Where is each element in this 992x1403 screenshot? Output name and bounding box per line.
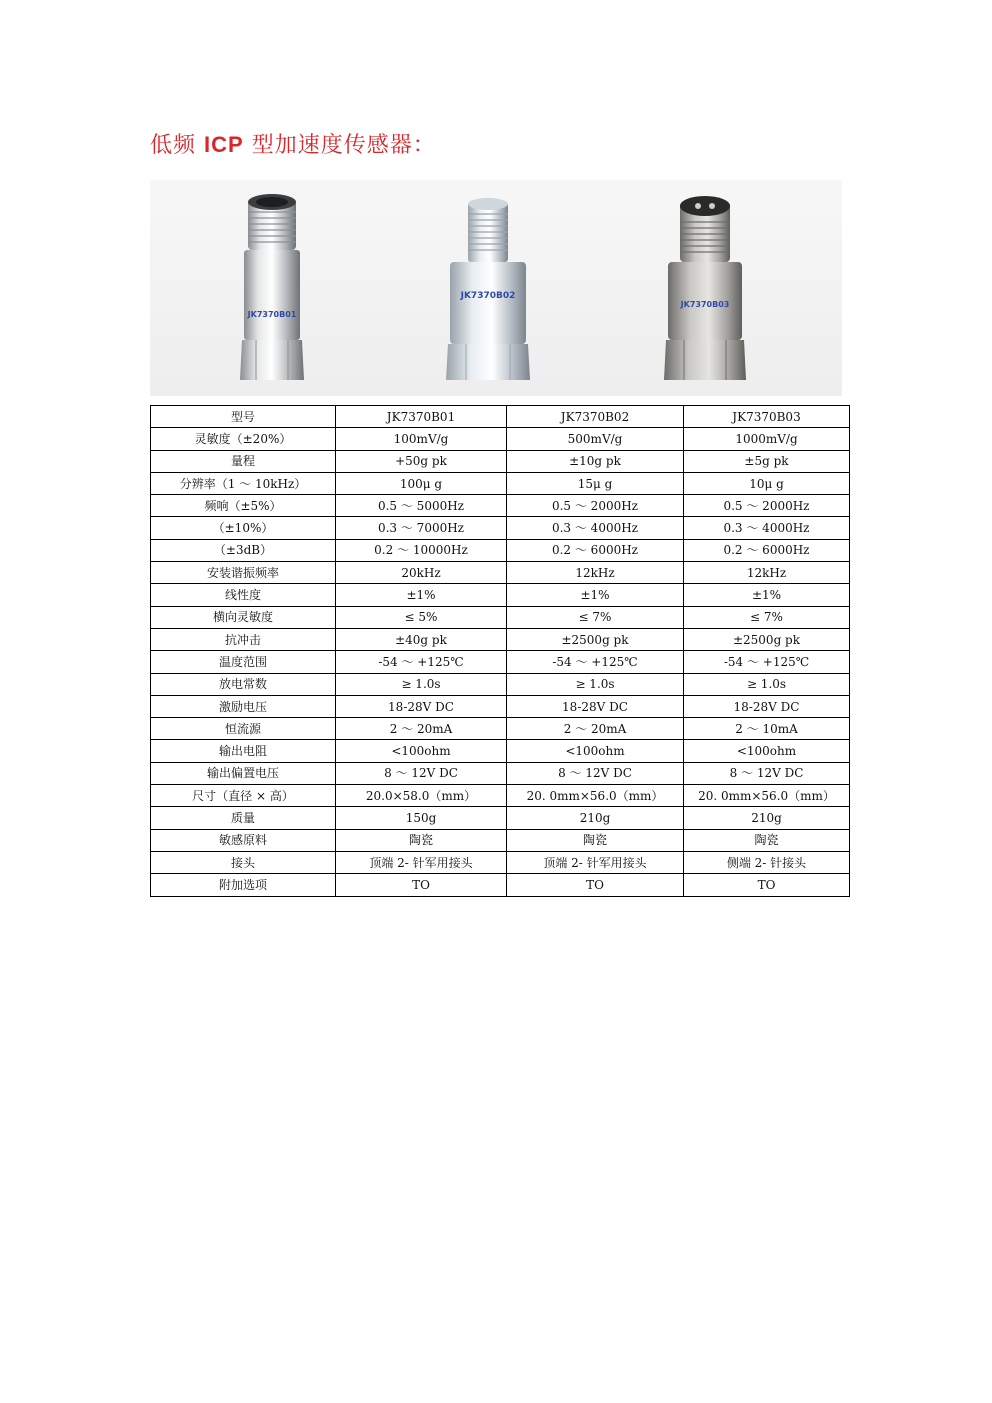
cell-value: ≤ 7% [507,606,684,628]
cell-value: 210g [684,807,850,829]
row-label: 恒流源 [151,718,336,740]
row-label: 激励电压 [151,695,336,717]
cell-value: 20.0×58.0（mm） [336,785,507,807]
cell-value: 500mV/g [507,428,684,450]
cell-value: ≥ 1.0s [336,673,507,695]
cell-value: <100ohm [507,740,684,762]
cell-value: 8 ～ 12V DC [336,762,507,784]
cell-value: 18-28V DC [507,695,684,717]
cell-value: -54 ～ +125℃ [336,651,507,673]
sensor-1-icon [240,194,304,380]
sensor-illustration [150,180,842,396]
sensor-3-icon [664,196,746,380]
spec-table [150,405,850,897]
cell-value: 0.5 ～ 2000Hz [507,495,684,517]
cell-value: 0.2 ～ 6000Hz [684,539,850,561]
cell-value: 15μ g [507,472,684,494]
row-label: 尺寸（直径 × 高） [151,785,336,807]
cell-value: 陶瓷 [507,829,684,851]
cell-value: 12kHz [507,562,684,584]
cell-value: 8 ～ 12V DC [684,762,850,784]
cell-value: 18-28V DC [684,695,850,717]
cell-value: ≥ 1.0s [507,673,684,695]
cell-value: JK7370B02 [507,406,684,428]
cell-value: -54 ～ +125℃ [507,651,684,673]
table-row [151,651,850,673]
cell-value: TO [336,874,507,896]
page-title [150,128,436,159]
row-label: （±10%） [151,517,336,539]
cell-value: ±2500g pk [507,628,684,650]
table-row [151,406,850,428]
cell-value: ±40g pk [336,628,507,650]
row-label: 抗冲击 [151,628,336,650]
table-row [151,428,850,450]
cell-value: 顶端 2- 针军用接头 [507,851,684,873]
cell-value: +50g pk [336,450,507,472]
cell-value: ±1% [507,584,684,606]
cell-value: 150g [336,807,507,829]
table-row [151,539,850,561]
cell-value: ≤ 7% [684,606,850,628]
table-row [151,740,850,762]
row-label: （±3dB） [151,539,336,561]
table-row [151,628,850,650]
cell-value: 20. 0mm×56.0（mm） [507,785,684,807]
row-label: 附加选项 [151,874,336,896]
cell-value: 2 ～ 20mA [336,718,507,740]
table-row [151,495,850,517]
title-pre: 低频 [150,133,197,158]
cell-value: 10μ g [684,472,850,494]
cell-value: JK7370B01 [336,406,507,428]
cell-value: 0.3 ～ 7000Hz [336,517,507,539]
cell-value: TO [507,874,684,896]
row-label: 频响（±5%） [151,495,336,517]
row-label: 灵敏度（±20%） [151,428,336,450]
row-label: 接头 [151,851,336,873]
cell-value: 陶瓷 [336,829,507,851]
cell-value: TO [684,874,850,896]
product-photo [150,180,842,396]
cell-value: 210g [507,807,684,829]
cell-value: 1000mV/g [684,428,850,450]
row-label: 量程 [151,450,336,472]
cell-value: ±2500g pk [684,628,850,650]
row-label: 输出电阻 [151,740,336,762]
row-label: 输出偏置电压 [151,762,336,784]
row-label: 线性度 [151,584,336,606]
cell-value: 顶端 2- 针军用接头 [336,851,507,873]
table-row [151,718,850,740]
cell-value: ±1% [684,584,850,606]
row-label: 安装谐振频率 [151,562,336,584]
cell-value: 0.5 ～ 2000Hz [684,495,850,517]
cell-value: 0.2 ～ 6000Hz [507,539,684,561]
cell-value: 陶瓷 [684,829,850,851]
table-row [151,851,850,873]
cell-value: ±10g pk [507,450,684,472]
title-icp: ICP [204,132,244,157]
table-row [151,472,850,494]
title-post: 型加速度传感器： [251,133,436,158]
cell-value: 2 ～ 20mA [507,718,684,740]
table-row [151,517,850,539]
svg-text:JK7370B03: JK7370B03 [680,300,730,309]
cell-value: 0.2 ～ 10000Hz [336,539,507,561]
cell-value: 20. 0mm×56.0（mm） [684,785,850,807]
svg-text:JK7370B01: JK7370B01 [247,310,297,319]
cell-value: 2 ～ 10mA [684,718,850,740]
table-row [151,450,850,472]
row-label: 分辨率（1 ～ 10kHz） [151,472,336,494]
cell-value: ±1% [336,584,507,606]
table-row [151,695,850,717]
row-label: 质量 [151,807,336,829]
cell-value: 12kHz [684,562,850,584]
table-row [151,562,850,584]
cell-value: 20kHz [336,562,507,584]
table-row [151,874,850,896]
cell-value: 0.5 ～ 5000Hz [336,495,507,517]
cell-value: ≤ 5% [336,606,507,628]
table-row [151,584,850,606]
cell-value: ±5g pk [684,450,850,472]
svg-text:JK7370B02: JK7370B02 [460,291,516,301]
cell-value: -54 ～ +125℃ [684,651,850,673]
cell-value: 18-28V DC [336,695,507,717]
row-label: 横向灵敏度 [151,606,336,628]
table-row [151,807,850,829]
cell-value: 8 ～ 12V DC [507,762,684,784]
cell-value: ≥ 1.0s [684,673,850,695]
cell-value: 100mV/g [336,428,507,450]
cell-value: 100μ g [336,472,507,494]
spec-table-body [151,406,850,897]
row-label: 温度范围 [151,651,336,673]
cell-value: <100ohm [336,740,507,762]
row-label: 放电常数 [151,673,336,695]
table-row [151,606,850,628]
row-label: 型号 [151,406,336,428]
cell-value: 0.3 ～ 4000Hz [684,517,850,539]
table-row [151,762,850,784]
table-row [151,785,850,807]
row-label: 敏感原料 [151,829,336,851]
cell-value: <100ohm [684,740,850,762]
cell-value: 侧端 2- 针接头 [684,851,850,873]
table-row [151,829,850,851]
cell-value: 0.3 ～ 4000Hz [507,517,684,539]
table-row [151,673,850,695]
sensor-2-icon [446,198,530,380]
cell-value: JK7370B03 [684,406,850,428]
